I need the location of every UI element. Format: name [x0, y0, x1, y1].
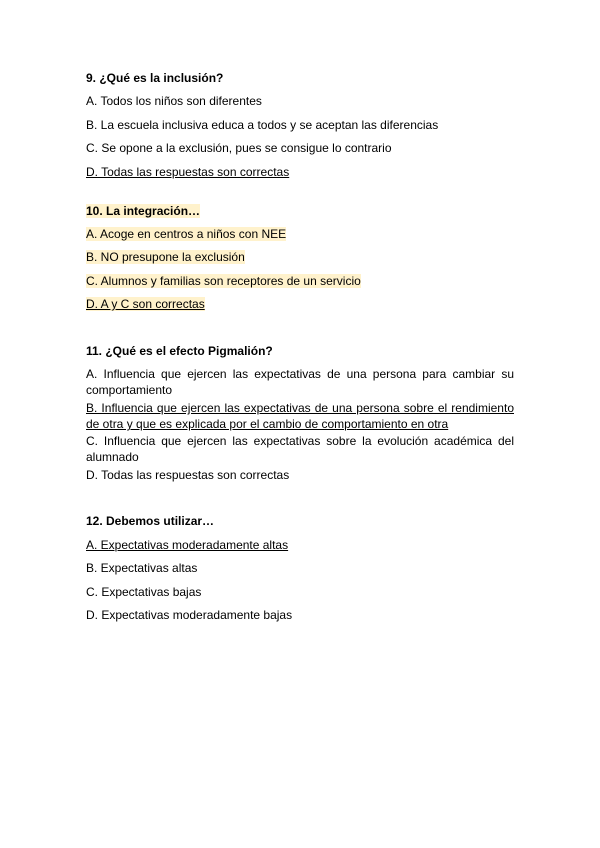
question-11-option-a-line1: A. Influencia que ejercen las expectativas de una persona para cambiar su	[86, 367, 514, 381]
question-12-option-c: C. Expectativas bajas	[86, 585, 202, 599]
question-10-option-c-text: C. Alumnos y familias son receptores de un servicio	[86, 274, 361, 288]
question-11-option-a-line2: comportamiento	[86, 383, 173, 397]
question-11-title: 11. ¿Qué es el efecto Pigmalión?	[86, 344, 273, 358]
question-11-option-b-line1-correct: B. Influencia que ejercen las expectativas de una persona sobre el rendimiento	[86, 401, 514, 415]
question-12-option-a-correct: A. Expectativas moderadamente altas	[86, 538, 289, 552]
question-10-title	[86, 204, 200, 218]
question-10-option-d-text: D. A y C son correctas	[86, 297, 205, 311]
question-12-option-b: B. Expectativas altas	[86, 561, 198, 575]
question-9-option-b: B. La escuela inclusiva educa a todos y se aceptan las diferencias	[86, 118, 439, 132]
question-10-option-a	[86, 227, 286, 241]
question-9-option-c: C. Se opone a la exclusión, pues se consigue lo contrario	[86, 141, 392, 155]
question-10-option-c	[86, 274, 361, 288]
question-12-option-d: D. Expectativas moderadamente bajas	[86, 608, 293, 622]
question-9-title: 9. ¿Qué es la inclusión?	[86, 71, 224, 85]
question-12-title: 12. Debemos utilizar…	[86, 514, 215, 528]
question-9-option-d-correct: D. Todas las respuestas son correctas	[86, 165, 290, 179]
question-10-option-b-text: B. NO presupone la exclusión	[86, 250, 245, 264]
question-10-title-text: 10. La integración…	[86, 204, 201, 218]
question-9-option-a: A. Todos los niños son diferentes	[86, 94, 262, 108]
question-10-option-b	[86, 250, 245, 264]
question-11-option-b-line2-correct: de otra y que es explicada por el cambio de comportamiento en otra	[86, 417, 449, 431]
question-10-option-d-correct	[86, 297, 205, 311]
question-11-option-c-line1: C. Influencia que ejercen las expectativas sobre la evolución académica del	[86, 434, 514, 448]
question-11-option-d: D. Todas las respuestas son correctas	[86, 468, 290, 482]
question-11-option-c-line2: alumnado	[86, 450, 139, 464]
question-10-option-a-text: A. Acoge en centros a niños con NEE	[86, 227, 287, 241]
